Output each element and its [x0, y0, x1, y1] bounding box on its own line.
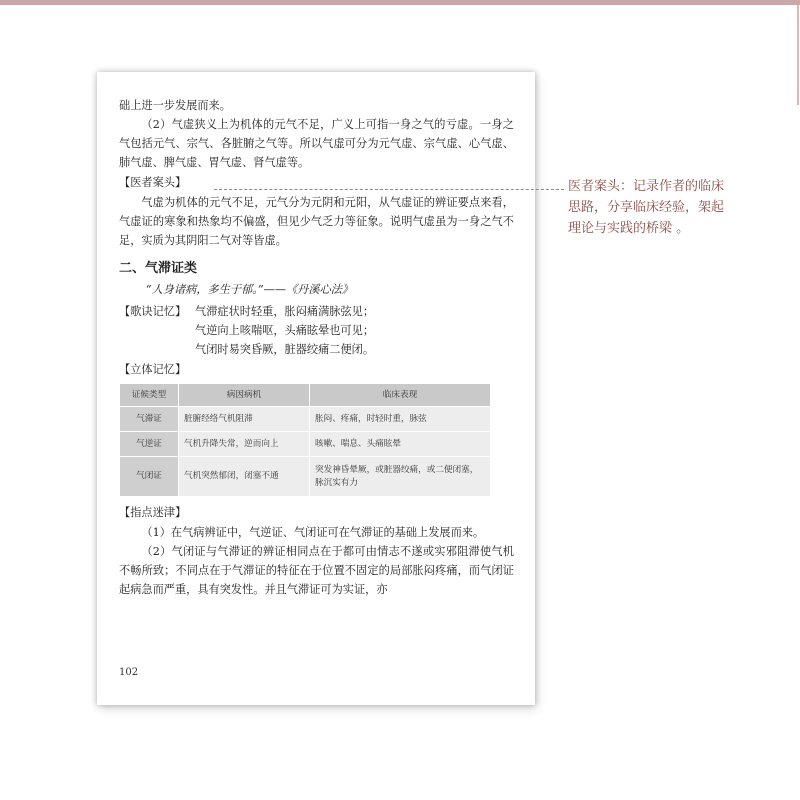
table-header-row [120, 384, 491, 407]
mnemonic-verse [119, 302, 514, 359]
margin-annotation: 医者案头：记录作者的临床思路，分享临床经验，架起理论与实践的桥梁 。 [568, 179, 725, 236]
table-cell-cause: 气机升降失常，逆而向上 [179, 432, 310, 457]
table-cell-cause: 气机突然郁闭，闭塞不通 [179, 457, 310, 497]
mnemonic-line: 气逆向上咳喘呕，头痛眩晕也可见； [195, 324, 375, 337]
table-header-cell: 病因病机 [179, 384, 310, 407]
table-cell-signs: 咳嗽、喘息、头痛眩晕 [310, 432, 491, 457]
classic-quote: “人身诸病，多生于郁。”——《丹溪心法》 [145, 283, 354, 296]
table-cell-signs: 胀闷、疼痛，时轻时重，脉弦 [310, 407, 491, 432]
table-row [120, 457, 491, 497]
annotation-leader-line [214, 189, 564, 190]
intro-line: 础上进一步发展而来。 [119, 99, 231, 112]
table-cell-signs: 突发神昏晕厥，或脏器绞痛，或二便闭塞，脉沉实有力 [310, 457, 491, 497]
paragraph-qi-deficiency: （2）气虚狭义上为机体的元气不足，广义上可指一身之气的亏虚。一身之气包括元气、宗气、各脏腑之气等。所以气虚可分为元气虚、宗气虚、心气虚、肺气虚、脾气虚、胃气虚、肾气虚等。 [119, 118, 514, 169]
tips-heading: 【指点迷津】 [119, 506, 187, 519]
table-header-cell: 证候类型 [120, 384, 179, 407]
table-cell-type: 气滞证 [120, 407, 179, 432]
case-notes-text: 气虚为机体的元气不足，元气分为元阴和元阳，从气虚证的辨证要点来看，气虚证的寒象和热象均不偏盛，但见少气乏力等征象。说明气虚虽为一身之气不足，实质为其阴阳二气对等皆虚。 [119, 196, 514, 247]
tips-paragraph-2: （2）气闭证与气滞证的辨证相同点在于都可由情志不遂或实邪阻滞使气机不畅所致；不同点在于气滞证的特征在于位置不固定的局部胀闷疼痛，而气闭证起病急而严重，具有突发性。并且气滞证可为实证，亦 [119, 545, 514, 596]
page-content [119, 96, 514, 599]
table-cell-type: 气闭证 [120, 457, 179, 497]
section-title: 二、气滞证类 [119, 261, 198, 276]
syndrome-table [119, 383, 491, 497]
mnemonic-label: 【歌诀记忆】 [119, 305, 187, 318]
table-heading: 【立体记忆】 [119, 363, 187, 376]
right-edge-rule [797, 5, 799, 105]
mnemonic-lines [195, 302, 514, 359]
case-notes-heading: 【医者案头】 [119, 176, 187, 189]
mnemonic-line: 气闭时易突昏厥，脏器绞痛二便闭。 [195, 343, 375, 356]
table-row [120, 432, 491, 457]
mnemonic-line: 气滞症状时轻重，胀闷痛满脉弦见； [195, 305, 375, 318]
book-page [97, 72, 535, 705]
table-header-cell: 临床表现 [310, 384, 491, 407]
page-number: 102 [119, 667, 139, 678]
table-row [120, 407, 491, 432]
table-cell-cause: 脏腑经络气机阻滞 [179, 407, 310, 432]
top-border-bar [0, 0, 800, 5]
tips-paragraph-1: （1）在气病辨证中，气逆证、气闭证可在气滞证的基础上发展而来。 [141, 526, 485, 539]
table-cell-type: 气逆证 [120, 432, 179, 457]
